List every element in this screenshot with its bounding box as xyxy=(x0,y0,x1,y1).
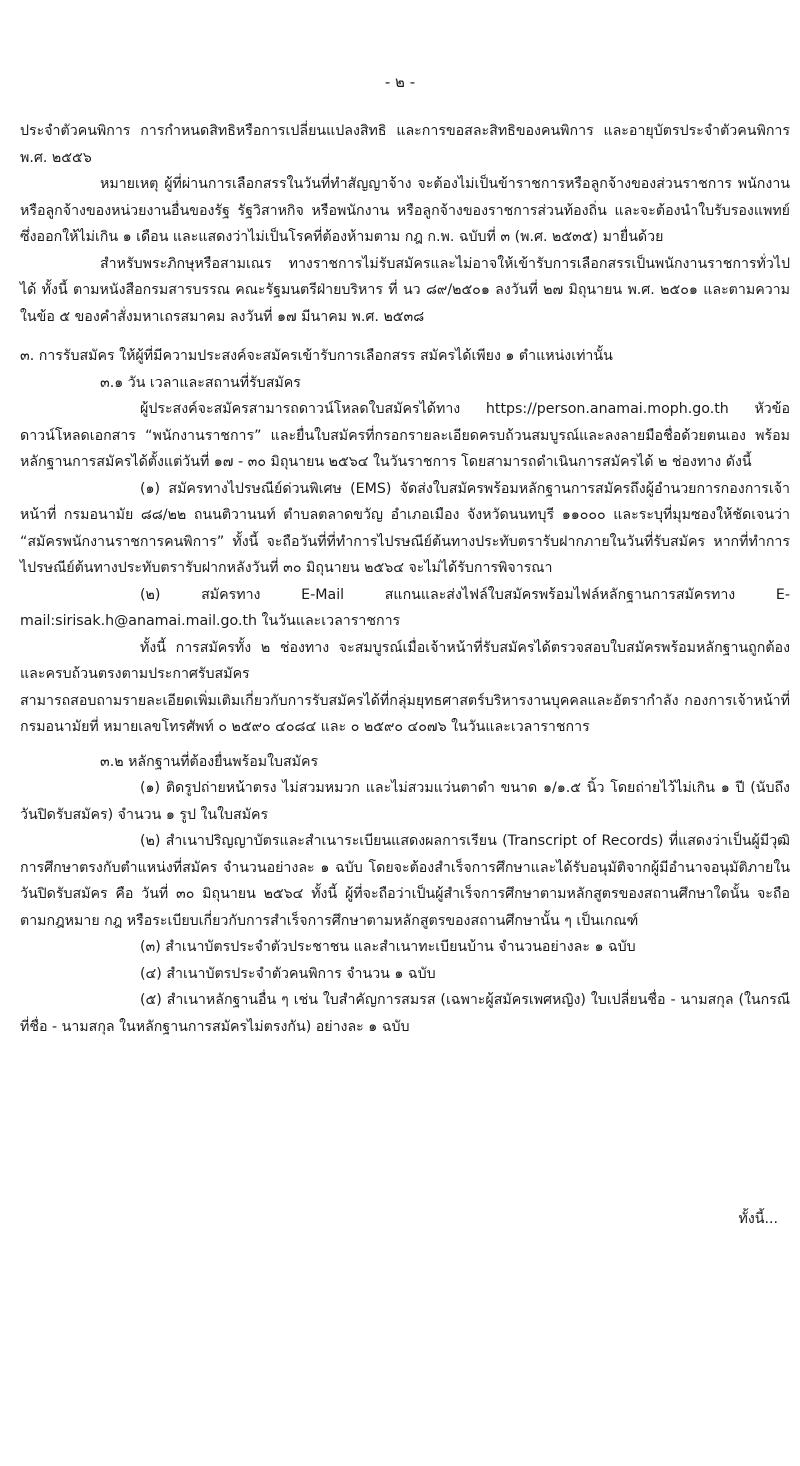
subsection-heading-date-place: ๓.๑ วัน เวลาและสถานที่รับสมัคร xyxy=(100,374,301,391)
list-item-photo: (๑) ติดรูปถ่ายหน้าตรง ไม่สวมหมวก และไม่สวมแว่นตาดำ ขนาด ๑/๑.๕ นิ้ว โดยถ่ายไว้ไม่เกิน ๑ ปี (นับถึงวันปิดรับสมัคร) จำนวน ๑ รูป ในใบสมัคร xyxy=(20,780,790,823)
continuation-text: ทั้งนี้... xyxy=(738,1211,778,1227)
list-item-disability-card: (๔) สำเนาบัตรประจำตัวคนพิการ จำนวน ๑ ฉบับ xyxy=(140,965,436,982)
paragraph-remark: หมายเหตุ ผู้ที่ผ่านการเลือกสรรในวันที่ทำสัญญาจ้าง จะต้องไม่เป็นข้าราชการหรือลูกจ้างของส่วนราชการ พนักงานหรือลูกจ้างของหน่วยงานอื่นของรัฐ รัฐวิสาหกิจ หรือพนักงาน หรือลูกจ้างของราชการส่วนท้องถิ่น และจะต้องนำใบรับรองแพทย์ ซึ่งออกให้ไม่เกิน ๑ เดือน และแสดงว่าไม่เป็นโรคที่ต้องห้ามตาม กฎ ก.พ. ฉบับที่ ๓ (พ.ศ. ๒๕๓๕) มายื่นด้วย xyxy=(20,176,790,245)
paragraph-contact-info: สามารถสอบถามรายละเอียดเพิ่มเติมเกี่ยวกับการรับสมัครได้ที่กลุ่มยุทธศาสตร์บริหารงานบุคคลและอัตรากำลัง กองการเจ้าหน้าที่ กรมอนามัยที่ หมายเลขโทรศัพท์ ๐ ๒๕๙๐ ๔๐๘๔ และ ๐ ๒๕๙๐ ๔๐๗๖ ในวันและเวลาราชการ xyxy=(20,692,790,735)
paragraph-download-form: ผู้ประสงค์จะสมัครสามารถดาวน์โหลดใบสมัครได้ทาง https://person.anamai.moph.go.th หัวข้อ ดาวน์โหลดเอกสาร “พนักงานราชการ” และยื่นใบสมัครที่กรอกรายละเอียดครบถ้วนสมบูรณ์และลงลายมือชื่อด้วยตนเอง พร้อมหลักฐานการสมัครได้ตั้งแต่วันที่ ๑๗ - ๓๐ มิถุนายน ๒๕๖๔ ในวันราชการ โดยสามารถดำเนินการสมัครได้ ๒ ช่องทาง ดังนี้ xyxy=(20,401,790,470)
list-item-transcript: (๒) สำเนาปริญญาบัตรและสำเนาระเบียนแสดงผลการเรียน (Transcript of Records) ที่แสดงว่าเป็นผู้มีวุฒิการศึกษาตรงกับตำแหน่งที่สมัคร จำนวนอย่างละ ๑ ฉบับ โดยจะต้องสำเร็จการศึกษาและได้รับอนุมัติจากผู้มีอำนาจอนุมัติภายในวันปิดรับสมัคร คือ วันที่ ๓๐ มิถุนายน ๒๕๖๔ ทั้งนี้ ผู้ที่จะถือว่าเป็นผู้สำเร็จการศึกษาตามหลักสูตรของสถานศึกษาใดนั้น จะถือตามกฎหมาย กฎ หรือระเบียบเกี่ยวกับการสำเร็จการศึกษาตามหลักสูตรของสถานศึกษานั้น ๆ เป็นเกณฑ์ xyxy=(20,833,790,929)
subsection-heading-documents: ๓.๒ หลักฐานที่ต้องยื่นพร้อมใบสมัคร xyxy=(100,753,319,770)
paragraph-monks: สำหรับพระภิกษุหรือสามเณร ทางราชการไม่รับสมัครและไม่อาจให้เข้ารับการเลือกสรรเป็นพนักงานราชการทั่วไปได้ ทั้งนี้ ตามหนังสือกรมสารบรรณ คณะรัฐมนตรีฝ่ายบริหาร ที่ นว ๘๙/๒๕๐๑ ลงวันที่ ๒๗ มิถุนายน พ.ศ. ๒๕๐๑ และตามความในข้อ ๕ ของคำสั่งมหาเถรสมาคม ลงวันที่ ๑๗ มีนาคม พ.ศ. ๒๕๓๘ xyxy=(20,255,790,325)
list-item-other-documents: (๕) สำเนาหลักฐานอื่น ๆ เช่น ใบสำคัญการสมรส (เฉพาะผู้สมัครเพศหญิง) ใบเปลี่ยนชื่อ - นามสกุล (ในกรณีที่ชื่อ - นามสกุล ในหลักฐานการสมัครไม่ตรงกัน) อย่างละ ๑ ฉบับ xyxy=(20,992,790,1035)
document-body xyxy=(20,118,790,1040)
paragraph-email-channel: (๒) สมัครทาง E-Mail สแกนและส่งไฟล์ใบสมัครพร้อมไฟล์หลักฐานการสมัครทาง E-mail:sirisak.h@anamai.mail.go.th ในวันและเวลาราชการ xyxy=(20,586,790,629)
list-item-id-card: (๓) สำเนาบัตรประจำตัวประชาชน และสำเนาทะเบียนบ้าน จำนวนอย่างละ ๑ ฉบับ xyxy=(140,939,636,955)
paragraph-ems-channel: (๑) สมัครทางไปรษณีย์ด่วนพิเศษ (EMS) จัดส่งใบสมัครพร้อมหลักฐานการสมัครถึงผู้อำนวยการกองการเจ้าหน้าที่ กรมอนามัย ๘๘/๒๒ ถนนติวานนท์ ตำบลตลาดขวัญ อำเภอเมือง จังหวัดนนทบุรี ๑๑๐๐๐ และระบุที่มุมซองให้ชัดเจนว่า “สมัครพนักงานราชการคนพิการ” ทั้งนี้ จะถือวันที่ที่ทำการไปรษณีย์ต้นทางประทับตรารับฝากภายในวันที่รับสมัคร หากที่ทำการไปรษณีย์ต้นทางประทับตรารับฝากหลังวันที่ ๓๐ มิถุนายน ๒๕๖๔ จะไม่ได้รับการพิจารณา xyxy=(20,480,790,576)
paragraph-disability-card: ประจำตัวคนพิการ การกำหนดสิทธิหรือการเปลี่ยนแปลงสิทธิ และการขอสละสิทธิของคนพิการ และอายุบัตรประจำตัวคนพิการ พ.ศ. ๒๕๕๖ xyxy=(20,123,790,166)
page-number: - ๒ - xyxy=(384,73,416,91)
section-heading-application: ๓. การรับสมัคร ให้ผู้ที่มีความประสงค์จะสมัครเข้ารับการเลือกสรร สมัครได้เพียง ๑ ตำแหน่งเท่านั้น xyxy=(20,348,613,364)
paragraph-application-complete: ทั้งนี้ การสมัครทั้ง ๒ ช่องทาง จะสมบูรณ์เมื่อเจ้าหน้าที่รับสมัครได้ตรวจสอบใบสมัครพร้อมหลักฐานถูกต้องและครบถ้วนตรงตามประกาศรับสมัคร xyxy=(20,639,790,682)
